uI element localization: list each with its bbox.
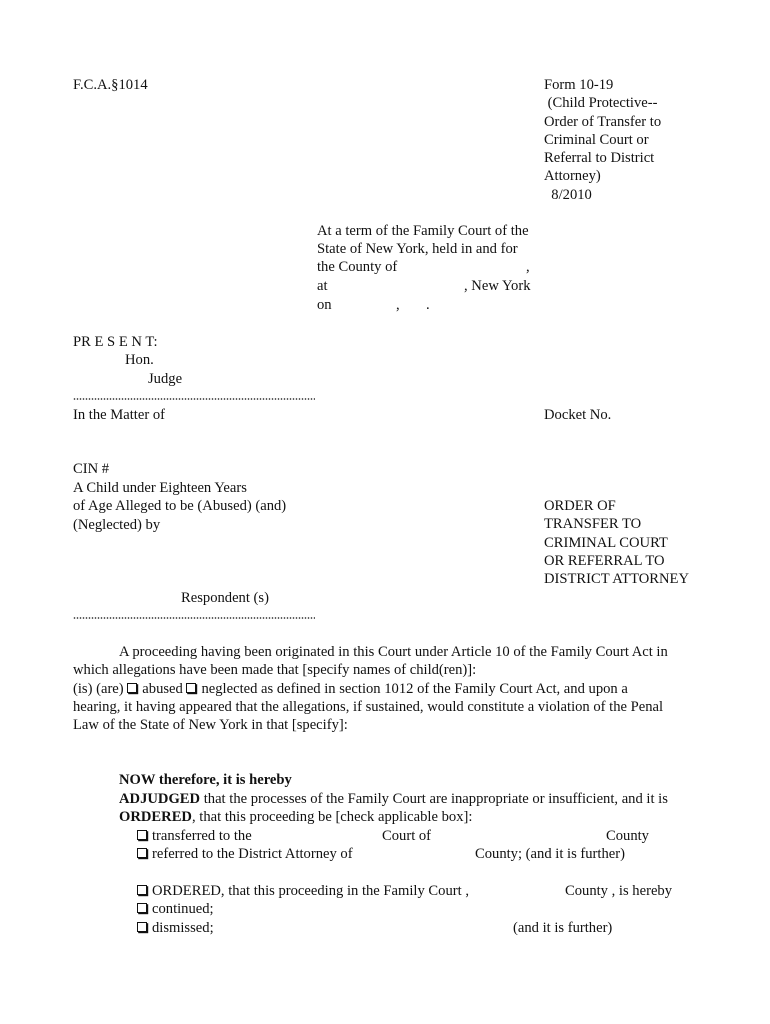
ordered-text: , that this proceeding be [check applicable box]: (191, 809, 473, 825)
child-description (73, 479, 286, 534)
order-title-line: ORDER OF (544, 498, 616, 514)
is-are-text: (is) (are) (73, 681, 124, 697)
term-county-label: the County of (317, 259, 398, 275)
transfer-option (137, 827, 252, 845)
respondent-label: Respondent (s) (181, 590, 269, 606)
term-line-1: At a term of the Family Court of the (317, 223, 529, 239)
form-line: Criminal Court or (544, 131, 649, 148)
caption-top-divider (73, 397, 315, 401)
dismissed-label: dismissed; (152, 920, 214, 936)
neglected-label: neglected as defined in section 1012 of the Family Court Act, and upon a (201, 681, 628, 697)
child-line: A Child under Eighteen Years (73, 480, 247, 496)
ordered-option (137, 882, 469, 900)
transfer-label: transferred to the (152, 828, 252, 844)
term-date-comma: , (396, 297, 400, 313)
child-line: of Age Alleged to be (Abused) (and) (73, 498, 287, 515)
body-line-4: hearing, it having appeared that the allegations, if sustained, would constitute a violation of the Penal (73, 699, 664, 715)
neglected-checkbox[interactable] (186, 683, 196, 693)
transfer-checkbox[interactable] (137, 830, 147, 840)
referral-option (137, 845, 353, 863)
form-line: Attorney) (544, 168, 601, 185)
body-line-2: which allegations have been made that [specify names of child(ren)]: (73, 662, 477, 678)
transfer-court-of: Court of (382, 828, 432, 844)
form-line: Referral to District (544, 150, 655, 167)
body-line-3 (73, 680, 628, 698)
adjudged-keyword: ADJUDGED (119, 791, 201, 807)
term-new-york: , New York (464, 278, 531, 294)
ordered-label: ORDERED, that this proceeding in the Family Court , (152, 883, 469, 899)
order-title-line: TRANSFER TO (544, 516, 642, 533)
dismissed-checkbox[interactable] (137, 922, 147, 932)
term-county-comma: , (526, 259, 530, 275)
present-label: PR E S E N T: (73, 334, 158, 350)
cin-label: CIN # (73, 461, 110, 477)
abused-label: abused (142, 681, 183, 697)
continued-label: continued; (152, 901, 214, 917)
caption-bottom-divider (73, 616, 315, 620)
ordered-line (119, 808, 472, 826)
now-therefore: NOW therefore, it is hereby (119, 772, 292, 788)
form-line: Order of Transfer to (544, 113, 662, 130)
body-line-1: A proceeding having been originated in this Court under Article 10 of the Family Court Act in (119, 644, 668, 660)
referral-county-end: County; (and it is further) (475, 846, 625, 862)
adjudged-line (119, 790, 668, 808)
statute-reference: F.C.A.§1014 (73, 77, 148, 93)
order-title-line: DISTRICT ATTORNEY (544, 571, 690, 588)
transfer-county: County (606, 828, 649, 844)
form-line: (Child Protective-- (544, 95, 658, 112)
child-line: (Neglected) by (73, 516, 161, 533)
form-number: Form 10-19 (544, 77, 614, 93)
ordered-keyword: ORDERED (119, 809, 192, 825)
continued-checkbox[interactable] (137, 903, 147, 913)
dismissed-option (137, 919, 214, 937)
hon-label: Hon. (125, 352, 154, 368)
in-matter-of: In the Matter of (73, 407, 165, 423)
referral-checkbox[interactable] (137, 848, 147, 858)
and-it-is-further: (and it is further) (513, 920, 613, 936)
term-line-2: State of New York, held in and for (317, 241, 518, 257)
term-on-label: on (317, 297, 332, 313)
body-line-5: Law of the State of New York in that [specify]: (73, 717, 348, 733)
order-title-line: CRIMINAL COURT (544, 534, 668, 551)
referral-label: referred to the District Attorney of (152, 846, 353, 862)
form-info (544, 76, 661, 204)
term-date-period: . (426, 297, 430, 313)
ordered-checkbox[interactable] (137, 885, 147, 895)
adjudged-text: that the processes of the Family Court are inappropriate or insufficient, and it is (200, 791, 668, 807)
judge-label: Judge (148, 371, 183, 387)
abused-checkbox[interactable] (127, 683, 137, 693)
term-at-label: at (317, 278, 328, 294)
continued-option (137, 900, 214, 918)
docket-number-label: Docket No. (544, 407, 612, 423)
order-title (544, 497, 689, 588)
ordered-county-end: County , is hereby (565, 883, 673, 899)
order-title-line: OR REFERRAL TO (544, 552, 665, 569)
form-date: 8/2010 (544, 186, 592, 203)
